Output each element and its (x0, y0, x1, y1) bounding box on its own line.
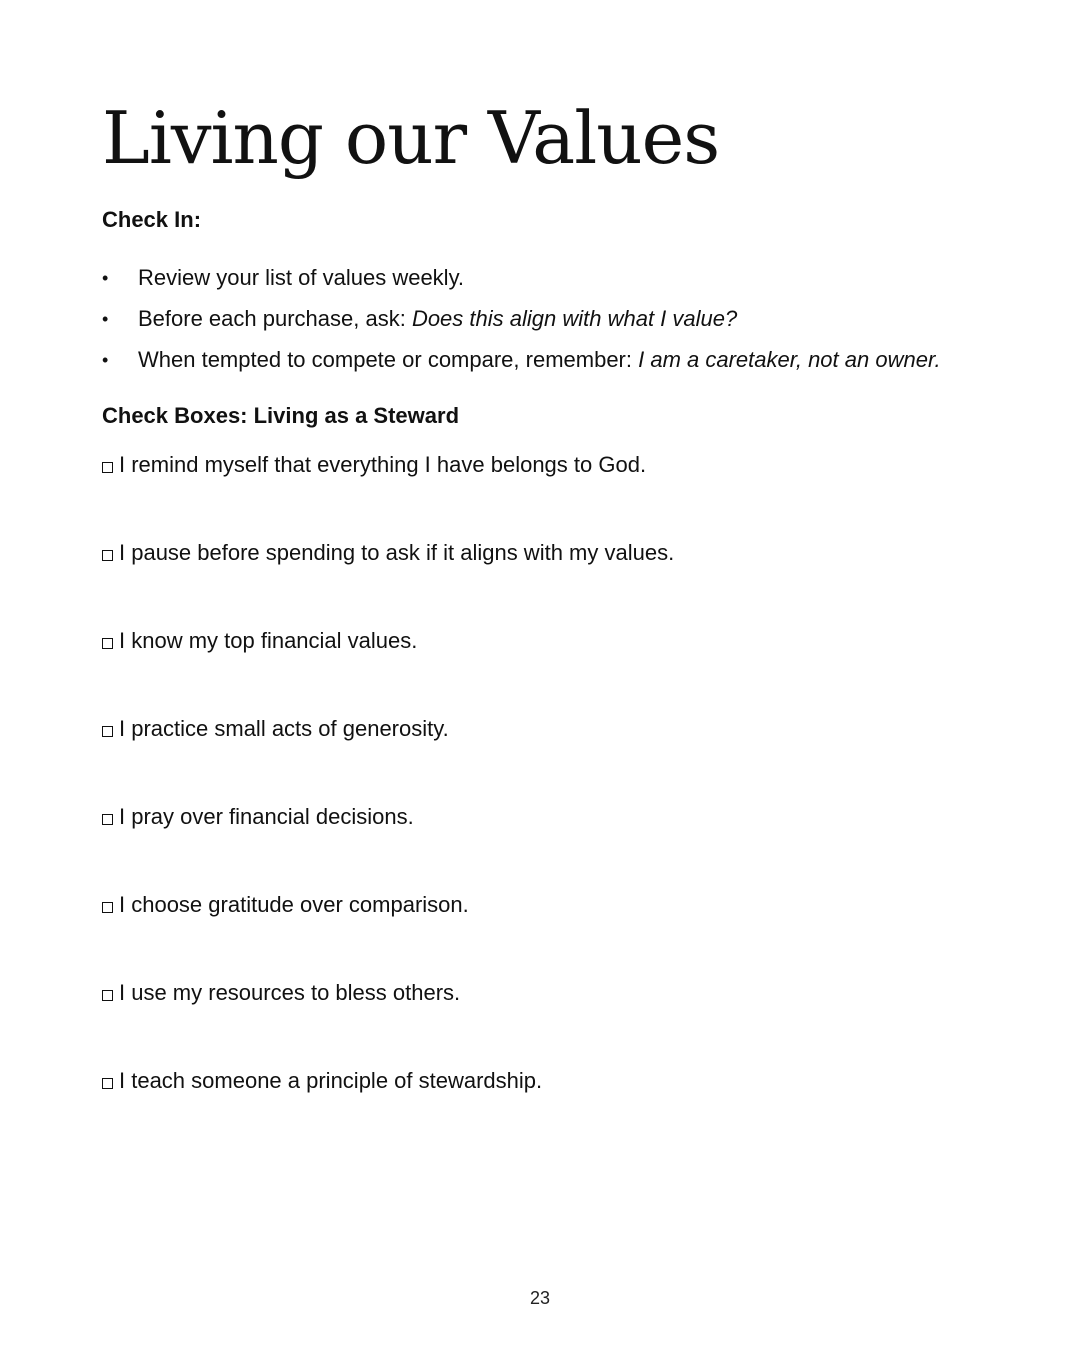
checkbox-icon[interactable] (102, 902, 113, 913)
checkbox-icon[interactable] (102, 990, 113, 1001)
checkbox-icon[interactable] (102, 550, 113, 561)
checklist-label: I remind myself that everything I have belongs to God. (119, 452, 647, 477)
checklist-label: I pray over financial decisions. (119, 804, 414, 829)
check-in-item (102, 344, 941, 385)
check-in-heading: Check In: (102, 207, 202, 232)
checklist-item (102, 450, 674, 538)
check-in-item (102, 303, 941, 344)
page-title: Living our Values (102, 96, 720, 180)
check-in-text: Before each purchase, ask: (138, 306, 412, 331)
check-in-emphasis: I am a caretaker, not an owner. (638, 347, 941, 372)
check-in-list (102, 262, 941, 385)
checklist-item (102, 538, 674, 626)
checklist-label: I use my resources to bless others. (119, 980, 461, 1005)
checklist-label: I choose gratitude over comparison. (119, 892, 469, 917)
checklist-item (102, 978, 674, 1066)
bullet-icon: • (102, 309, 109, 329)
bullet-icon: • (102, 268, 109, 288)
checkbox-icon[interactable] (102, 814, 113, 825)
checklist-label: I pause before spending to ask if it aligns with my values. (119, 540, 675, 565)
checkbox-icon[interactable] (102, 1078, 113, 1089)
steward-checklist (102, 450, 674, 1154)
checklist-label: I know my top financial values. (119, 628, 418, 653)
checkbox-icon[interactable] (102, 638, 113, 649)
checklist-item (102, 626, 674, 714)
checklist-item (102, 890, 674, 978)
checklist-item (102, 714, 674, 802)
check-in-text: Review your list of values weekly. (138, 265, 465, 290)
checklist-label: I practice small acts of generosity. (119, 716, 449, 741)
check-in-emphasis: Does this align with what I value? (411, 306, 738, 331)
check-in-item (102, 262, 941, 303)
checklist-label: I teach someone a principle of stewardship. (119, 1068, 543, 1093)
checklist-item (102, 802, 674, 890)
check-in-text: When tempted to compete or compare, remember: (138, 347, 639, 372)
steward-heading: Check Boxes: Living as a Steward (102, 403, 460, 428)
checklist-item (102, 1066, 674, 1154)
page-number: 23 (529, 1288, 551, 1308)
bullet-icon: • (102, 350, 109, 370)
checkbox-icon[interactable] (102, 462, 113, 473)
checkbox-icon[interactable] (102, 726, 113, 737)
